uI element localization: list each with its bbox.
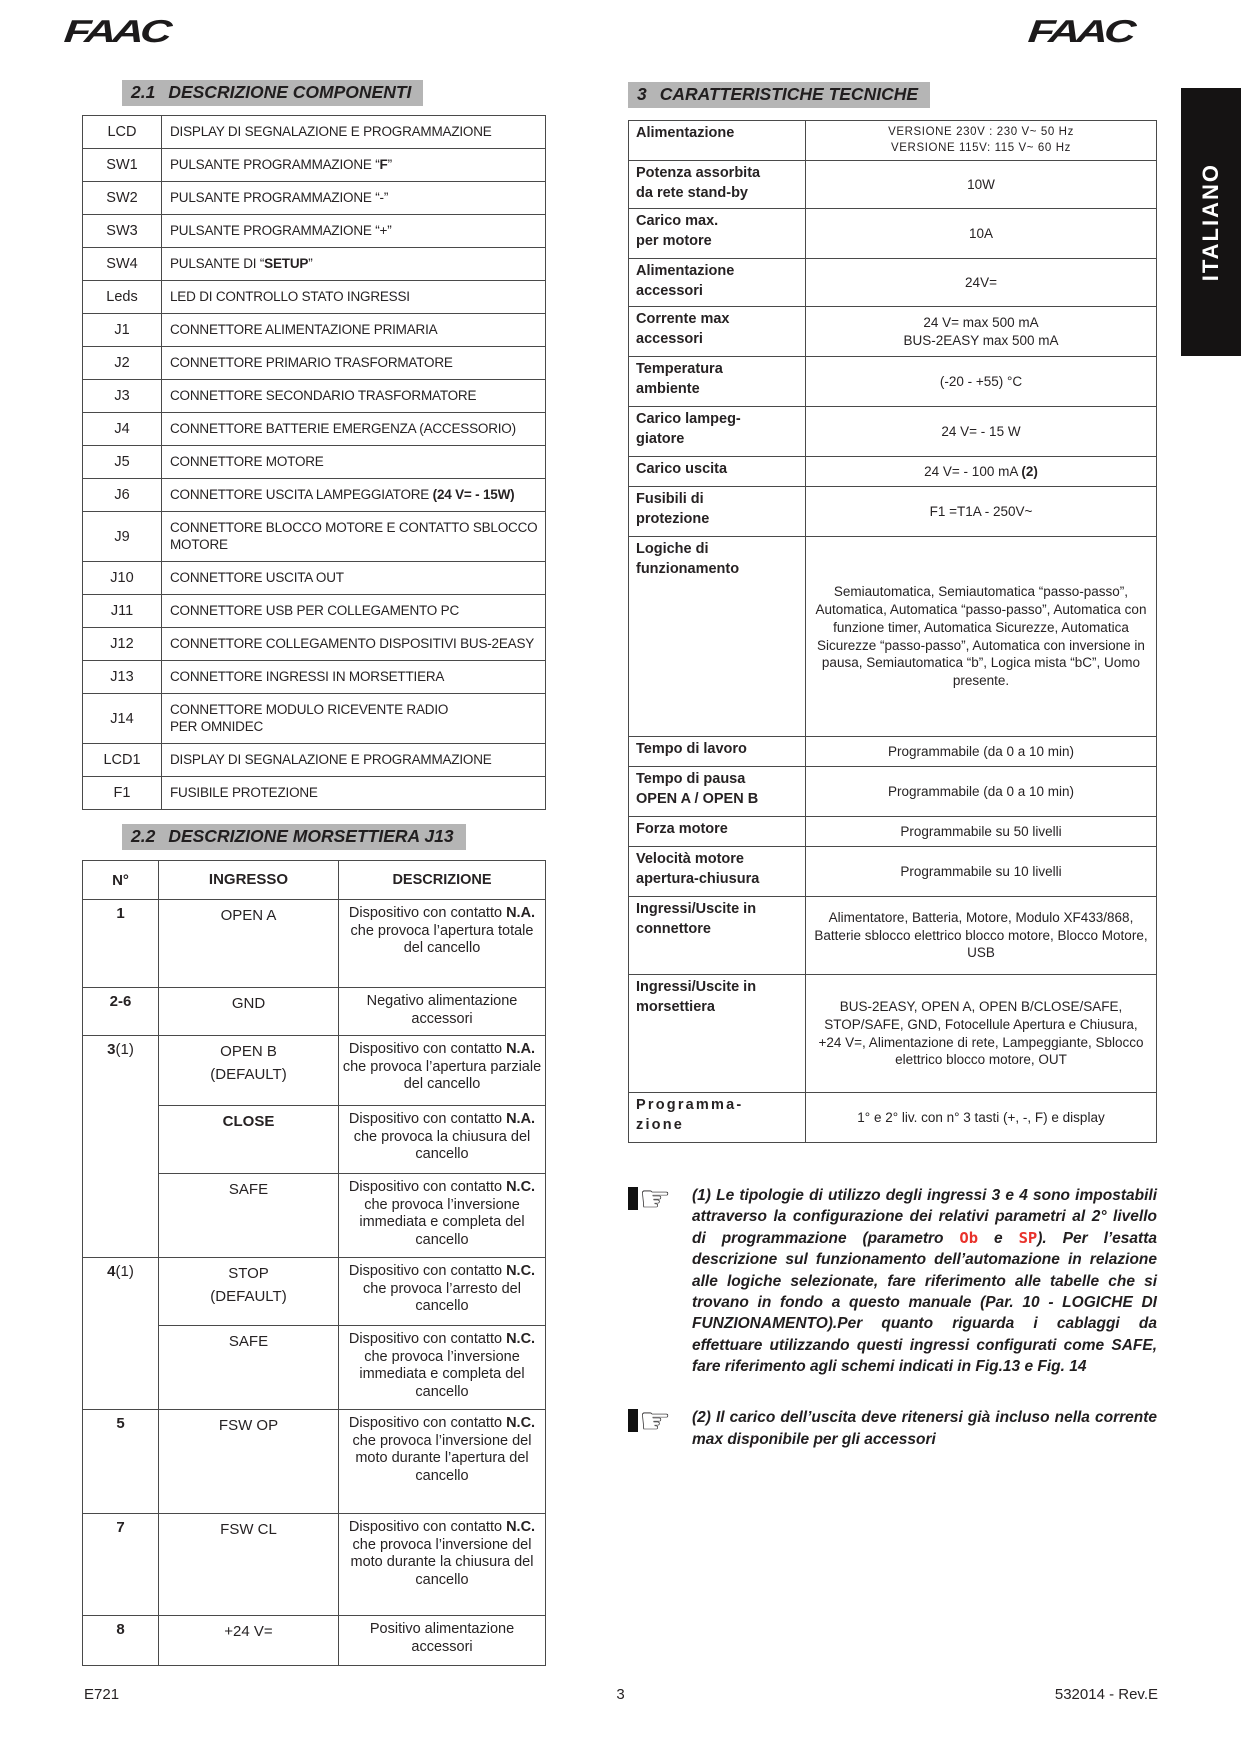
- input-name: FSW CL: [159, 1514, 339, 1616]
- input-desc: Dispositivo con contatto N.C. che provoca l’inversione immediata e completa del cancello: [339, 1174, 546, 1258]
- component-id: J11: [83, 595, 162, 628]
- component-id: J12: [83, 628, 162, 661]
- table-row: [83, 628, 546, 661]
- component-desc: CONNETTORE USCITA LAMPEGGIATORE (24 V= - 15W): [162, 479, 546, 512]
- note-1: [628, 1178, 1157, 1377]
- spec-label: Corrente max accessori: [629, 307, 806, 357]
- table-row: [83, 413, 546, 446]
- component-id: SW3: [83, 215, 162, 248]
- input-name: SAFE: [159, 1174, 339, 1258]
- faac-logo: FAAC: [62, 14, 170, 50]
- left-column: [82, 80, 546, 1666]
- input-desc: Positivo alimentazione accessori: [339, 1616, 546, 1666]
- component-desc: CONNETTORE BATTERIE EMERGENZA (ACCESSORIO): [162, 413, 546, 446]
- table-row: [83, 1258, 546, 1326]
- table-row: [83, 1410, 546, 1514]
- table-row: [83, 380, 546, 413]
- spec-label: Carico max. per motore: [629, 209, 806, 259]
- column-header: INGRESSO: [159, 861, 339, 900]
- footer-document-code: E721: [84, 1686, 120, 1703]
- components-table: [82, 115, 546, 810]
- table-row: [83, 446, 546, 479]
- component-desc: PULSANTE PROGRAMMAZIONE “F”: [162, 149, 546, 182]
- pointing-hand-icon: ☞: [628, 1407, 692, 1432]
- spec-label: Ingressi/Uscite in morsettiera: [629, 975, 806, 1093]
- spec-label: Velocità motore apertura-chiusura: [629, 847, 806, 897]
- component-id: SW4: [83, 248, 162, 281]
- pointing-hand-icon: ☞: [628, 1185, 692, 1210]
- table-row: [629, 457, 1157, 487]
- spec-label: Programma- zione: [629, 1093, 806, 1143]
- table-row: [83, 562, 546, 595]
- component-id: J1: [83, 314, 162, 347]
- table-row: [83, 281, 546, 314]
- table-row: [629, 767, 1157, 817]
- component-id: Leds: [83, 281, 162, 314]
- spec-label: Alimentazione: [629, 121, 806, 161]
- note-2: [628, 1400, 1157, 1450]
- input-desc: Dispositivo con contatto N.C. che provoca l’inversione del moto durante la chiusura del cancello: [339, 1514, 546, 1616]
- terminal-number: 2-6: [83, 988, 159, 1036]
- table-row: [83, 988, 546, 1036]
- table-row: [629, 897, 1157, 975]
- input-name: +24 V=: [159, 1616, 339, 1666]
- table-row: [629, 307, 1157, 357]
- table-row: [629, 407, 1157, 457]
- table-row: [83, 777, 546, 810]
- table-row: [629, 537, 1157, 737]
- terminal-number: 7: [83, 1514, 159, 1616]
- component-id: J9: [83, 512, 162, 562]
- component-id: J10: [83, 562, 162, 595]
- table-row: [83, 248, 546, 281]
- component-desc: LED DI CONTROLLO STATO INGRESSI: [162, 281, 546, 314]
- display-parameter-sp: SP: [1018, 1228, 1038, 1247]
- spec-value: VERSIONE 230V : 230 V~ 50 Hz VERSIONE 115V: 115 V~ 60 Hz: [806, 121, 1157, 161]
- table-row: [83, 116, 546, 149]
- input-desc: Dispositivo con contatto N.C. che provoca l’inversione del moto durante l’apertura del cancello: [339, 1410, 546, 1514]
- component-id: LCD1: [83, 744, 162, 777]
- component-id: SW2: [83, 182, 162, 215]
- section-2-2-heading: [122, 824, 466, 850]
- spec-value: 24 V= max 500 mA BUS-2EASY max 500 mA: [806, 307, 1157, 357]
- input-desc: Dispositivo con contatto N.C. che provoca l’arresto del cancello: [339, 1258, 546, 1326]
- table-row: [629, 847, 1157, 897]
- input-desc: Dispositivo con contatto N.A. che provoca l’apertura parziale del cancello: [339, 1036, 546, 1106]
- language-tab-italiano: [1181, 88, 1241, 356]
- component-desc: CONNETTORE SECONDARIO TRASFORMATORE: [162, 380, 546, 413]
- section-title: DESCRIZIONE COMPONENTI: [168, 82, 412, 102]
- section-3-heading: [628, 82, 930, 108]
- spec-value: BUS-2EASY, OPEN A, OPEN B/CLOSE/SAFE, STOP/SAFE, GND, Fotocellule Apertura e Chiusura, +24 V=, Alimentazione di rete, Lampeggiante, Sblocco elettrico blocco motore, OUT: [806, 975, 1157, 1093]
- component-id: J2: [83, 347, 162, 380]
- terminal-number: 3(1): [83, 1036, 159, 1258]
- table-row: [629, 121, 1157, 161]
- component-desc: CONNETTORE MOTORE: [162, 446, 546, 479]
- section-title: CARATTERISTICHE TECNICHE: [659, 84, 919, 104]
- spec-value: 24 V= - 15 W: [806, 407, 1157, 457]
- technical-specs-table: [628, 120, 1157, 1143]
- input-name: STOP (DEFAULT): [159, 1258, 339, 1326]
- table-row: [629, 209, 1157, 259]
- component-desc: PULSANTE DI “SETUP”: [162, 248, 546, 281]
- table-row: [83, 661, 546, 694]
- column-header: N°: [83, 861, 159, 900]
- input-name: OPEN A: [159, 900, 339, 988]
- table-row: [629, 259, 1157, 307]
- table-row: [83, 314, 546, 347]
- spec-value: F1 =T1A - 250V~: [806, 487, 1157, 537]
- spec-value: Programmabile (da 0 a 10 min): [806, 767, 1157, 817]
- language-tab-label: ITALIANO: [1198, 162, 1223, 282]
- input-name: CLOSE: [159, 1106, 339, 1174]
- table-row: [629, 737, 1157, 767]
- table-row: [83, 595, 546, 628]
- component-desc: CONNETTORE USCITA OUT: [162, 562, 546, 595]
- component-id: LCD: [83, 116, 162, 149]
- spec-value: 10A: [806, 209, 1157, 259]
- table-row: [629, 357, 1157, 407]
- spec-value: 10W: [806, 161, 1157, 209]
- note-1-text: (1) Le tipologie di utilizzo degli ingressi 3 e 4 sono impostabili attraverso la configurazione dei relativi parametri al 2° livello di programmazione (parametro Ob e SP). Per l’esatta descrizione sul funzionamento dell’automazione in relazione alle logiche selezionate, fare riferimento alle tabelle che si trovano in fondo a questo manuale (Par. 10 - LOGICHE DI FUNZIONAMENTO).Per quanto riguarda i cablaggi da effettuare utilizzando questi ingressi configurati come SAFE, fare riferimento agli schemi indicati in Fig.13 e Fig. 14: [692, 1187, 1157, 1375]
- component-id: J3: [83, 380, 162, 413]
- spec-value: Semiautomatica, Semiautomatica “passo-passo”, Automatica, Automatica “passo-passo”, Automatica con funzione timer, Automatica Sicurezze, Automatica Sicurezze “passo-passo”, Automatica con inversione in pausa, Semiautomatica “b”, Logica mista “bC”, Uomo presente.: [806, 537, 1157, 737]
- table-row: [83, 900, 546, 988]
- spec-value: 24 V= - 100 mA (2): [806, 457, 1157, 487]
- table-row: [629, 975, 1157, 1093]
- spec-label: Tempo di lavoro: [629, 737, 806, 767]
- spec-label: Fusibili di protezione: [629, 487, 806, 537]
- component-desc: CONNETTORE USB PER COLLEGAMENTO PC: [162, 595, 546, 628]
- table-row: [83, 1036, 546, 1106]
- terminal-number: 5: [83, 1410, 159, 1514]
- table-row: [83, 149, 546, 182]
- table-row: [629, 1093, 1157, 1143]
- input-desc: Dispositivo con contatto N.C. che provoca l’inversione immediata e completa del cancello: [339, 1326, 546, 1410]
- input-desc: Negativo alimentazione accessori: [339, 988, 546, 1036]
- component-id: F1: [83, 777, 162, 810]
- footer-page-number: 3: [616, 1686, 625, 1703]
- spec-value: Alimentatore, Batteria, Motore, Modulo XF433/868, Batterie sblocco elettrico blocco motore, Blocco Motore, USB: [806, 897, 1157, 975]
- component-desc: CONNETTORE BLOCCO MOTORE E CONTATTO SBLOCCO MOTORE: [162, 512, 546, 562]
- table-row: [83, 1616, 546, 1666]
- spec-value: Programmabile su 10 livelli: [806, 847, 1157, 897]
- terminal-number: 1: [83, 900, 159, 988]
- component-desc: DISPLAY DI SEGNALAZIONE E PROGRAMMAZIONE: [162, 744, 546, 777]
- spec-label: Potenza assorbita da rete stand-by: [629, 161, 806, 209]
- component-desc: CONNETTORE COLLEGAMENTO DISPOSITIVI BUS-2EASY: [162, 628, 546, 661]
- footer-revision: 532014 - Rev.E: [1054, 1686, 1158, 1703]
- table-row: [83, 347, 546, 380]
- right-column: [628, 82, 1157, 1450]
- table-row: [629, 161, 1157, 209]
- column-header: DESCRIZIONE: [339, 861, 546, 900]
- table-row: [83, 744, 546, 777]
- faac-logo: FAAC: [1026, 14, 1134, 50]
- table-row: [83, 694, 546, 744]
- table-header-row: [83, 861, 546, 900]
- component-id: J13: [83, 661, 162, 694]
- terminal-number: 8: [83, 1616, 159, 1666]
- table-row: [83, 512, 546, 562]
- table-row: [83, 182, 546, 215]
- spec-label: Carico uscita: [629, 457, 806, 487]
- component-desc: PULSANTE PROGRAMMAZIONE “+”: [162, 215, 546, 248]
- display-parameter-ob: Ob: [959, 1228, 979, 1247]
- section-title: DESCRIZIONE MORSETTIERA J13: [168, 826, 454, 846]
- component-desc: PULSANTE PROGRAMMAZIONE “-”: [162, 182, 546, 215]
- table-row: [629, 817, 1157, 847]
- note-2-text: (2) Il carico dell’uscita deve ritenersi già incluso nella corrente max disponibile per gli accessori: [692, 1409, 1157, 1448]
- spec-value: Programmabile su 50 livelli: [806, 817, 1157, 847]
- table-row: [629, 487, 1157, 537]
- table-row: [83, 479, 546, 512]
- spec-value: Programmabile (da 0 a 10 min): [806, 737, 1157, 767]
- component-desc: CONNETTORE PRIMARIO TRASFORMATORE: [162, 347, 546, 380]
- component-desc: FUSIBILE PROTEZIONE: [162, 777, 546, 810]
- section-number: 3: [637, 84, 647, 104]
- component-desc: CONNETTORE MODULO RICEVENTE RADIO PER OMNIDEC: [162, 694, 546, 744]
- component-id: J4: [83, 413, 162, 446]
- input-name: GND: [159, 988, 339, 1036]
- spec-label: Tempo di pausa OPEN A / OPEN B: [629, 767, 806, 817]
- spec-label: Logiche di funzionamento: [629, 537, 806, 737]
- spec-label: Forza motore: [629, 817, 806, 847]
- component-id: J5: [83, 446, 162, 479]
- section-number: 2.1: [131, 82, 156, 102]
- table-row: [83, 1514, 546, 1616]
- table-row: [83, 215, 546, 248]
- section-number: 2.2: [131, 826, 156, 846]
- spec-label: Temperatura ambiente: [629, 357, 806, 407]
- input-name: SAFE: [159, 1326, 339, 1410]
- spec-label: Carico lampeg- giatore: [629, 407, 806, 457]
- input-desc: Dispositivo con contatto N.A. che provoca l’apertura totale del cancello: [339, 900, 546, 988]
- component-id: J6: [83, 479, 162, 512]
- input-name: FSW OP: [159, 1410, 339, 1514]
- input-desc: Dispositivo con contatto N.A. che provoca la chiusura del cancello: [339, 1106, 546, 1174]
- component-desc: CONNETTORE ALIMENTAZIONE PRIMARIA: [162, 314, 546, 347]
- spec-value: (-20 - +55) °C: [806, 357, 1157, 407]
- terminal-number: 4(1): [83, 1258, 159, 1410]
- terminal-board-table: [82, 860, 546, 1666]
- section-2-1-heading: [122, 80, 423, 106]
- component-desc: DISPLAY DI SEGNALAZIONE E PROGRAMMAZIONE: [162, 116, 546, 149]
- spec-label: Alimentazione accessori: [629, 259, 806, 307]
- input-name: OPEN B (DEFAULT): [159, 1036, 339, 1106]
- spec-value: 24V=: [806, 259, 1157, 307]
- component-id: J14: [83, 694, 162, 744]
- spec-value: 1° e 2° liv. con n° 3 tasti (+, -, F) e display: [806, 1093, 1157, 1143]
- component-desc: CONNETTORE INGRESSI IN MORSETTIERA: [162, 661, 546, 694]
- component-id: SW1: [83, 149, 162, 182]
- spec-label: Ingressi/Uscite in connettore: [629, 897, 806, 975]
